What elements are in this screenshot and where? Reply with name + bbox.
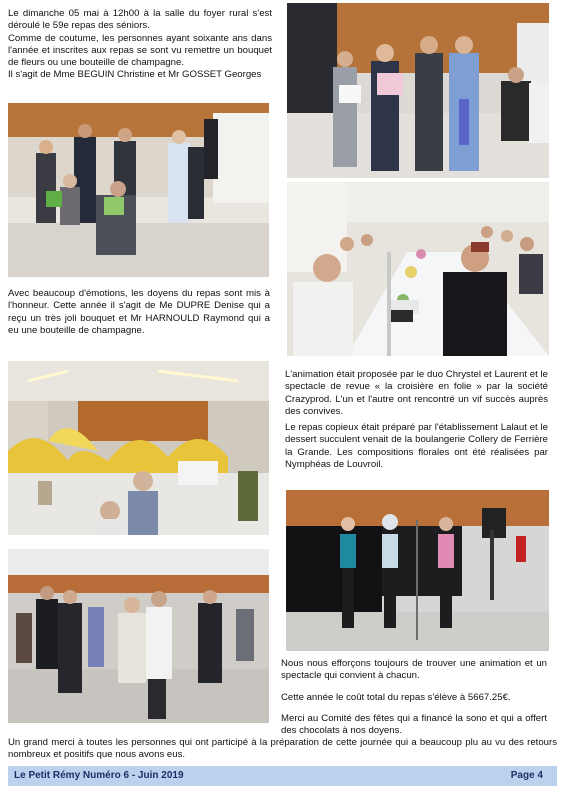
closing-paragraph-1: Nous nous efforçons toujours de trouver une animation et un spectacle qui convient à chacun. (281, 658, 547, 682)
page-footer (8, 766, 557, 786)
photo-doyens-group (8, 103, 269, 277)
photo-dining-table (287, 182, 549, 356)
animation-paragraph-2: Le repas copieux était préparé par l'établissement Lalaut et le dessert succulent venait de la boulangerie Collery de Ferrière la Grande. Les compositions florales ont été réalisées par Nymphéas de Louvroil. (285, 422, 548, 471)
closing-paragraph-3: Merci au Comité des fêtes qui a financé la sono et qui a offert des chocolats à nos doyens. (281, 712, 547, 737)
closing-text (281, 658, 547, 737)
animation-paragraph-1: L'animation était proposée par le duo Chrystel et Laurent et le spectacle de revue « la croisière en folie » par la société Crazyprod. L'un et l'autre ont rencontré un vif succès auprès des convives. (285, 369, 548, 417)
thanks-text (8, 737, 557, 762)
doyens-paragraph: Avec beaucoup d'émotions, les doyens du repas sont mis à l'honneur. Cette année il s'agit de Me DUPRE Denise qui a reçu un très joli bouquet et Mr HARNOULD Raymond qui a eu une bouteille de champagne. (8, 288, 270, 336)
photo-recipients (287, 3, 549, 178)
intro-paragraph-2: Comme de coutume, les personnes ayant soixante ans dans l'année et inscrites aux repas se sont vu remettre un bouquet de fleurs ou une bouteille de champagne. (8, 32, 272, 69)
intro-paragraph-3: Il s'agit de Mme BEGUIN Christine et Mr GOSSET Georges (8, 69, 262, 81)
thanks-paragraph: Un grand merci à toutes les personnes qui ont participé à la préparation de cette journée qui a beaucoup plu au vu des retours nombreux et positifs que nous avons eus. (8, 737, 557, 761)
photo-dancers-show (8, 361, 269, 535)
photo-cabaret-dancers (286, 490, 549, 651)
closing-paragraph-2: Cette année le coût total du repas s'élève à 5667.25€. (281, 691, 511, 703)
intro-text (8, 8, 272, 82)
footer-page-number: Page 4 (510, 770, 543, 781)
animation-text (285, 369, 548, 471)
photo-dance-floor (8, 549, 269, 723)
footer-issue: Le Petit Rémy Numéro 6 - Juin 2019 (14, 770, 184, 781)
intro-paragraph-1: Le dimanche 05 mai à 12h00 à la salle du foyer rural s'est déroulé le 59e repas des séniors. (8, 8, 272, 32)
doyens-text (8, 288, 270, 337)
